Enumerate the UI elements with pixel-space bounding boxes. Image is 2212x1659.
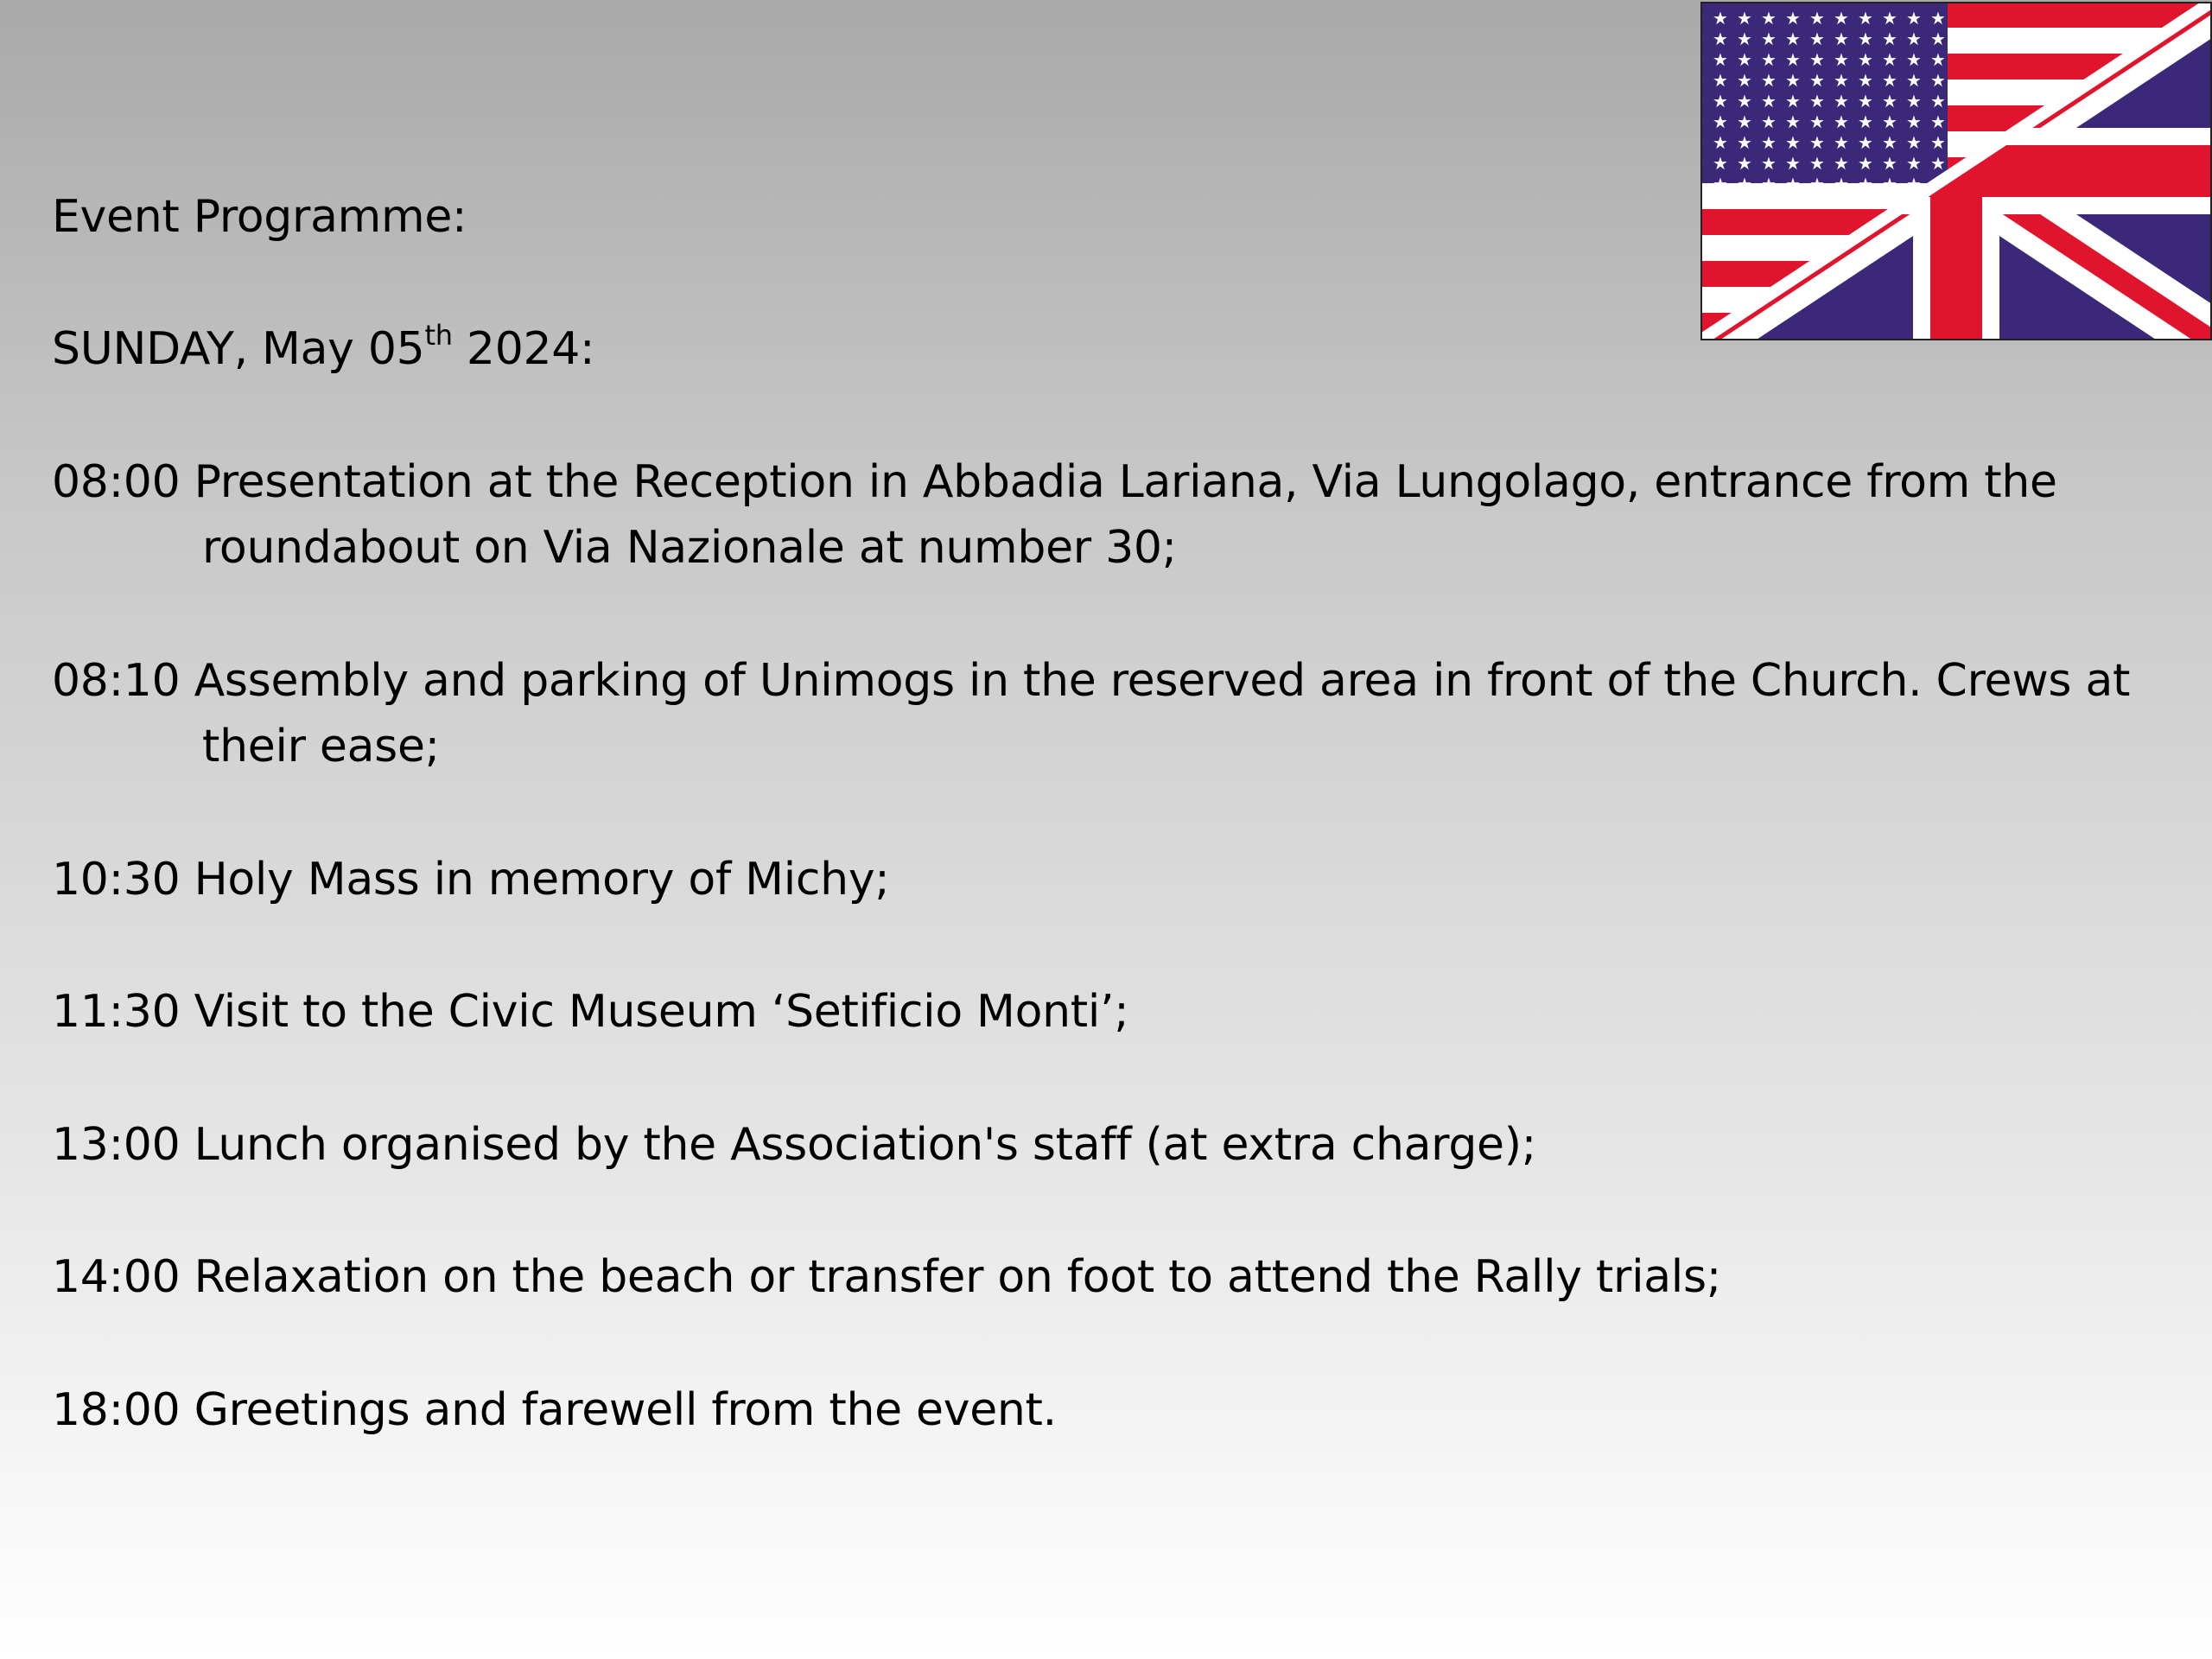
programme-item xyxy=(52,648,2130,779)
programme-item xyxy=(52,449,2057,581)
us-uk-flag-icon xyxy=(1700,2,2212,340)
date-ordinal-suffix: th xyxy=(424,319,453,352)
programme-item: 14:00 Relaxation on the beach or transfer on foot to attend the Rally trials; xyxy=(52,1251,1721,1303)
programme-item: 10:30 Holy Mass in memory of Michy; xyxy=(52,854,890,906)
programme-item-continuation: roundabout on Via Nazionale at number 30; xyxy=(202,522,1177,574)
event-date xyxy=(52,316,594,382)
date-rest: 2024: xyxy=(452,323,595,375)
programme-item-continuation: their ease; xyxy=(202,721,440,772)
programme-item: 18:00 Greetings and farewell from the event. xyxy=(52,1384,1057,1436)
programme-item: 13:00 Lunch organised by the Association's staff (at extra charge); xyxy=(52,1119,1536,1171)
programme-item-text: 08:00 Presentation at the Reception in Abbadia Lariana, Via Lungolago, entrance from the xyxy=(52,456,2057,508)
programme-item-text: 08:10 Assembly and parking of Unimogs in the reserved area in front of the Church. Crews at xyxy=(52,655,2131,707)
programme-item: 11:30 Visit to the Civic Museum ‘Setificio Monti’; xyxy=(52,986,1129,1038)
date-prefix: SUNDAY, May 05 xyxy=(52,323,425,375)
programme-heading: Event Programme: xyxy=(52,191,467,243)
